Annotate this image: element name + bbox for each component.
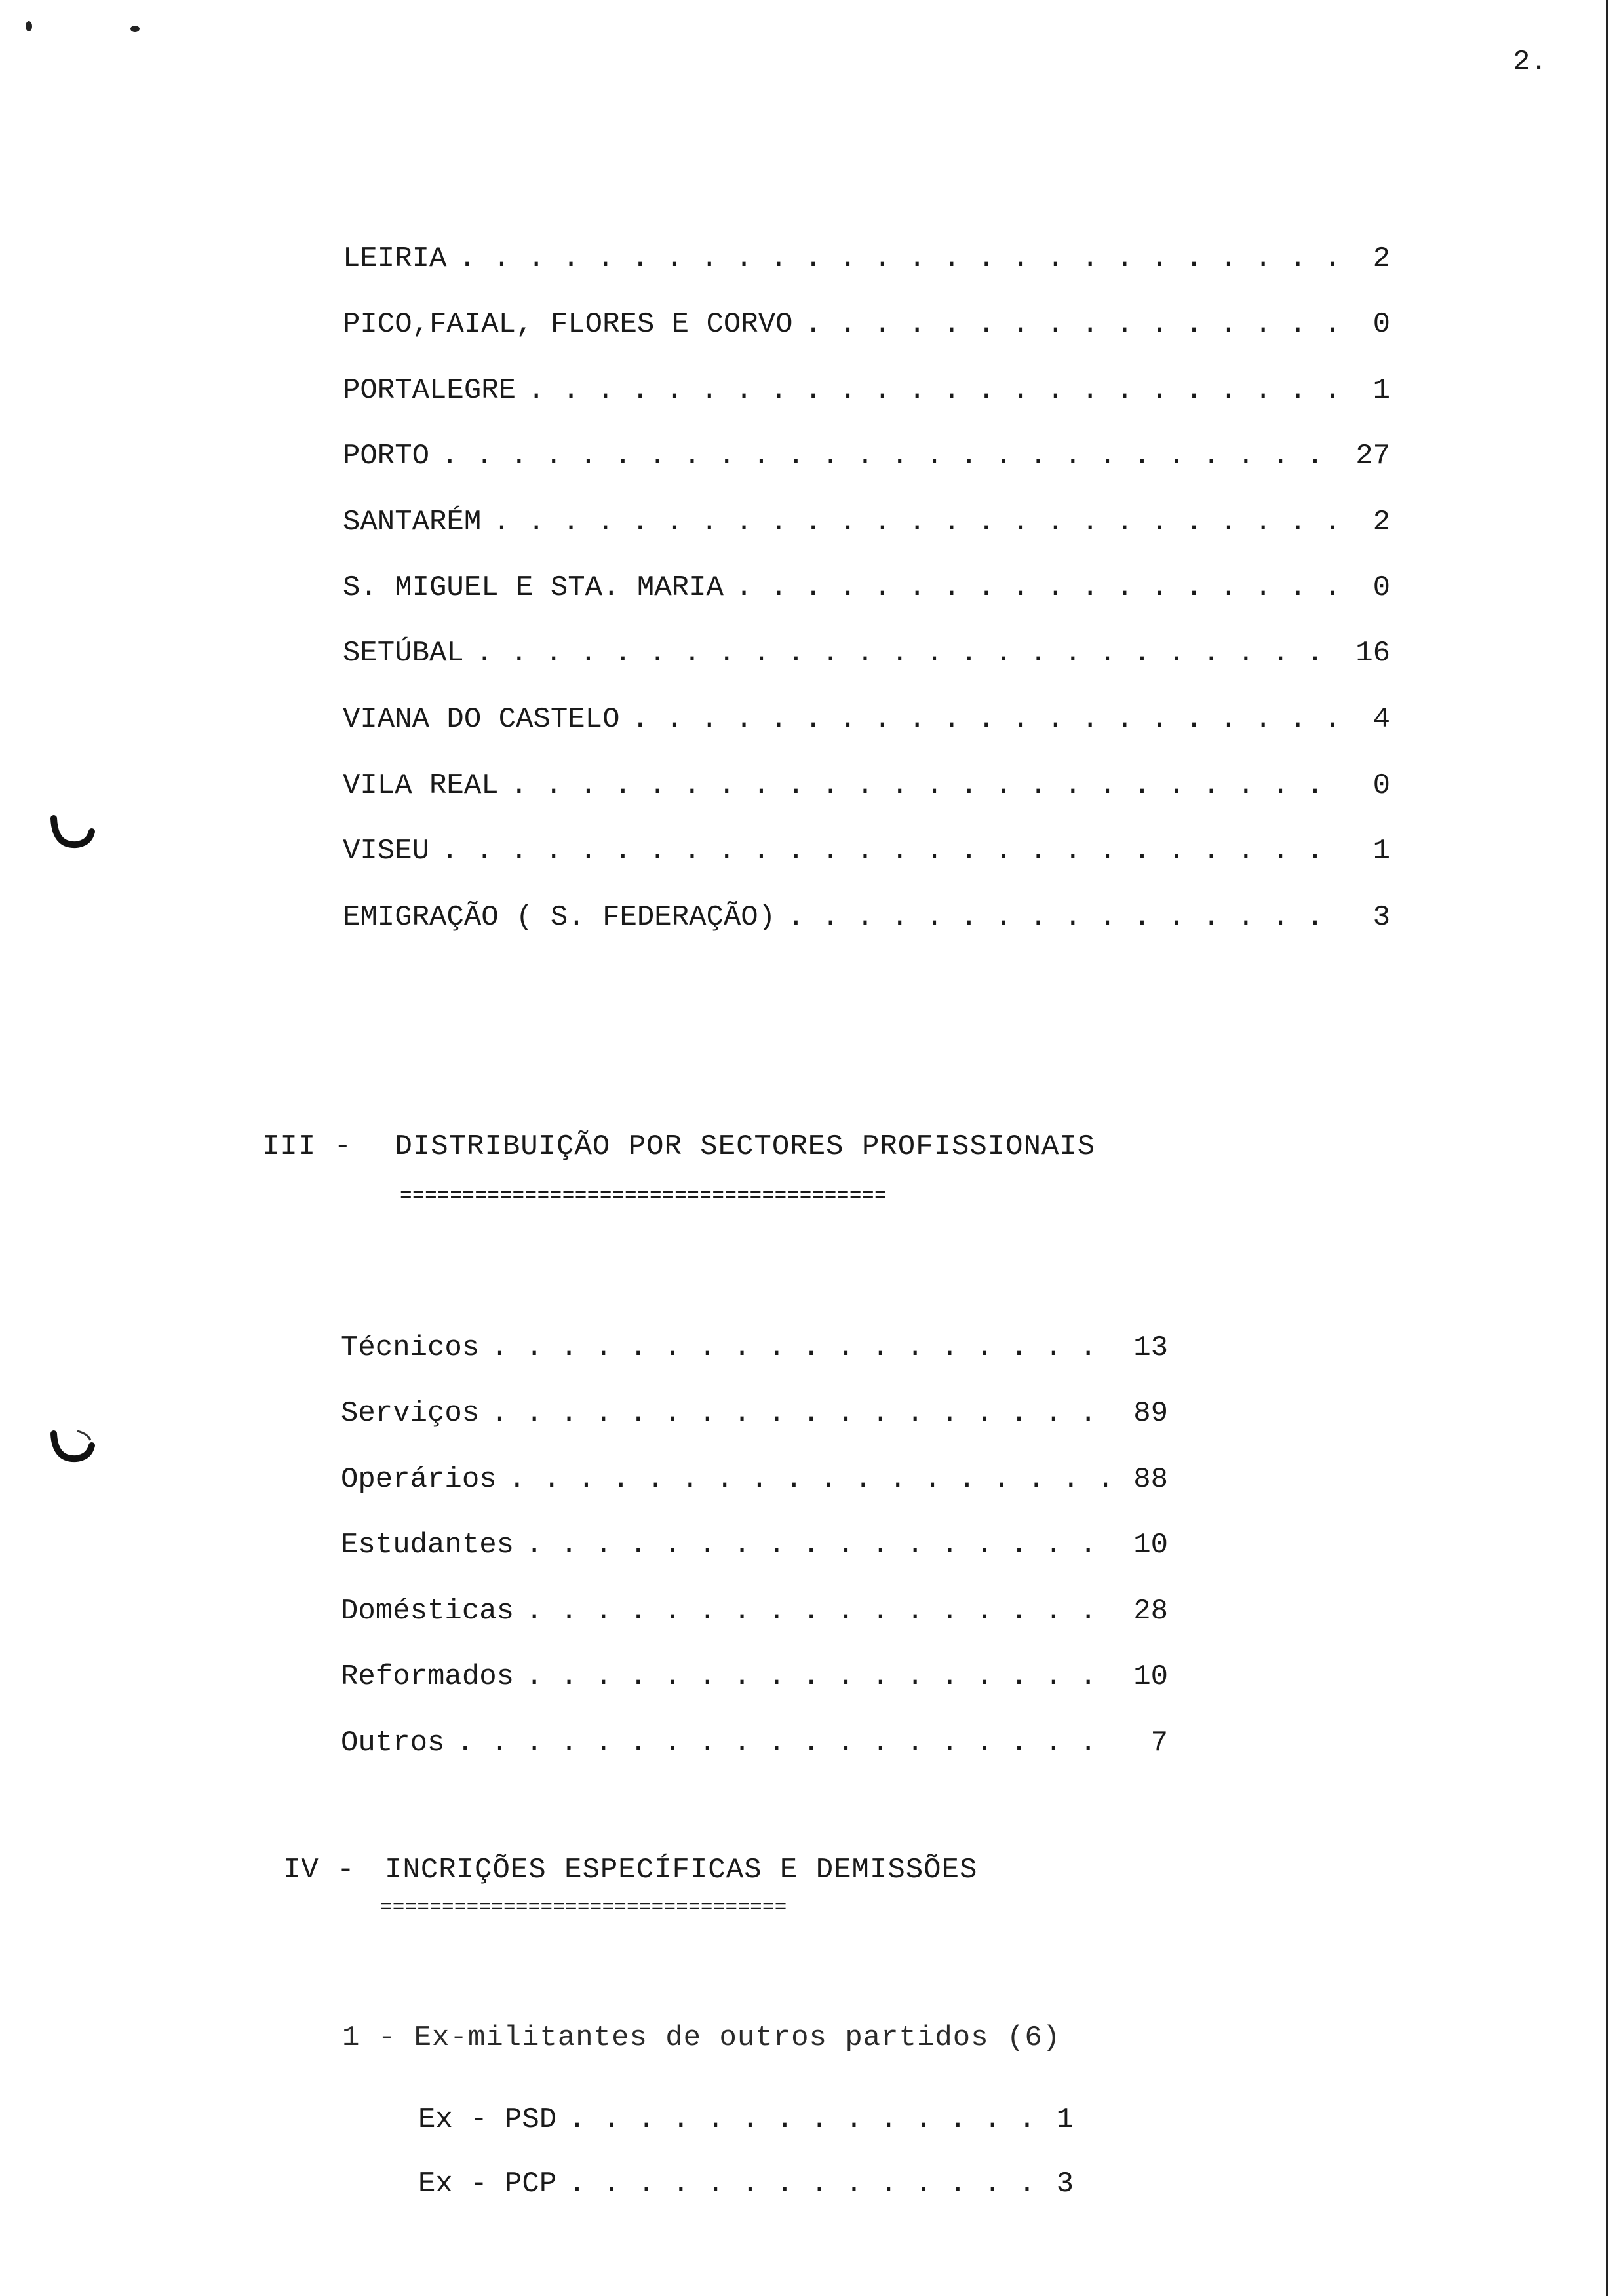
sector-name: Domésticas <box>341 1595 515 1628</box>
sector-name: Reformados <box>341 1660 515 1693</box>
list-item <box>343 835 1390 874</box>
list-item <box>341 1727 1168 1766</box>
leader-dots <box>441 835 1342 868</box>
region-count: 1 <box>1372 374 1390 407</box>
list-item <box>343 703 1390 742</box>
list-item <box>418 2168 1074 2207</box>
section-title: INCRIÇÕES ESPECÍFICAS E DEMISSÕES <box>385 1854 978 1886</box>
leader-dots <box>526 1660 1119 1693</box>
leader-dots <box>476 637 1342 670</box>
region-name: LEIRIA <box>343 242 447 275</box>
region-name: VIANA DO CASTELO <box>343 703 620 736</box>
region-name: SANTARÉM <box>343 506 482 539</box>
section-title: DISTRIBUIÇÃO POR SECTORES PROFISSIONAIS <box>395 1130 1096 1163</box>
scan-edge-line <box>1606 0 1608 2296</box>
sector-name: Operários <box>341 1463 497 1496</box>
leader-dots <box>735 571 1342 604</box>
party-count: 1 <box>1056 2103 1074 2136</box>
page-number: 2. <box>1513 46 1547 79</box>
scan-specks <box>0 0 170 52</box>
leader-dots <box>568 2168 1042 2200</box>
sector-count: 28 <box>1133 1595 1168 1628</box>
list-item <box>343 242 1390 282</box>
sector-count: 7 <box>1150 1727 1168 1759</box>
leader-dots <box>491 1331 1119 1364</box>
section-heading <box>283 1854 977 1886</box>
region-count: 0 <box>1372 308 1390 341</box>
region-count: 1 <box>1372 835 1390 868</box>
leader-dots <box>528 374 1342 407</box>
leader-dots <box>526 1529 1119 1561</box>
leader-dots <box>456 1727 1119 1759</box>
leader-dots <box>631 703 1342 736</box>
list-item <box>343 901 1390 940</box>
region-name: SETÚBAL <box>343 637 464 670</box>
list-item <box>343 440 1390 479</box>
list-item <box>343 571 1390 611</box>
list-item <box>343 506 1390 545</box>
leader-dots <box>787 901 1342 934</box>
leader-dots <box>568 2103 1042 2136</box>
subsection-title: 1 - Ex-militantes de outros partidos (6) <box>342 2021 1061 2054</box>
leader-dots <box>509 1463 1119 1496</box>
region-count: 0 <box>1372 769 1390 802</box>
list-item <box>341 1529 1168 1568</box>
leader-dots <box>491 1397 1119 1430</box>
party-count: 3 <box>1056 2168 1074 2200</box>
list-item <box>343 769 1390 809</box>
region-count: 4 <box>1372 703 1390 736</box>
region-count: 2 <box>1372 506 1390 539</box>
leader-dots <box>458 242 1342 275</box>
sector-count: 88 <box>1133 1463 1168 1496</box>
region-name: PICO,FAIAL, FLORES E CORVO <box>343 308 793 341</box>
leader-dots <box>805 308 1342 341</box>
section-heading <box>262 1130 1095 1163</box>
list-item <box>341 1397 1168 1436</box>
binder-hole-mark <box>46 809 98 855</box>
list-item <box>341 1463 1168 1502</box>
list-item <box>343 374 1390 413</box>
region-name: VISEU <box>343 835 430 868</box>
list-item <box>343 637 1390 676</box>
binder-hole-mark <box>46 1422 98 1468</box>
party-name: Ex - PCP <box>418 2168 557 2200</box>
region-count: 0 <box>1372 571 1390 604</box>
region-name: EMIGRAÇÃO ( S. FEDERAÇÃO) <box>343 901 776 934</box>
party-name: Ex - PSD <box>418 2103 557 2136</box>
list-item <box>341 1331 1168 1371</box>
sector-count: 10 <box>1133 1660 1168 1693</box>
region-name: S. MIGUEL E STA. MARIA <box>343 571 724 604</box>
leader-dots <box>493 506 1342 539</box>
list-item <box>341 1595 1168 1634</box>
region-count: 16 <box>1355 637 1390 670</box>
sector-name: Estudantes <box>341 1529 515 1561</box>
sector-count: 13 <box>1133 1331 1168 1364</box>
heading-underline: ======================================= <box>400 1185 887 1208</box>
list-item <box>418 2103 1074 2143</box>
leader-dots <box>526 1595 1119 1628</box>
section-number: III - <box>262 1130 353 1163</box>
sector-count: 10 <box>1133 1529 1168 1561</box>
list-item <box>343 308 1390 347</box>
leader-dots <box>511 769 1342 802</box>
region-count: 2 <box>1372 242 1390 275</box>
region-name: PORTALEGRE <box>343 374 516 407</box>
list-item <box>341 1660 1168 1700</box>
sector-count: 89 <box>1133 1397 1168 1430</box>
region-name: PORTO <box>343 440 430 472</box>
region-count: 3 <box>1372 901 1390 934</box>
region-name: VILA REAL <box>343 769 499 802</box>
heading-underline: ================================= <box>380 1896 787 1919</box>
region-count: 27 <box>1355 440 1390 472</box>
leader-dots <box>441 440 1342 472</box>
sector-name: Outros <box>341 1727 445 1759</box>
section-number: IV - <box>283 1854 355 1886</box>
sector-name: Técnicos <box>341 1331 480 1364</box>
sector-name: Serviços <box>341 1397 480 1430</box>
